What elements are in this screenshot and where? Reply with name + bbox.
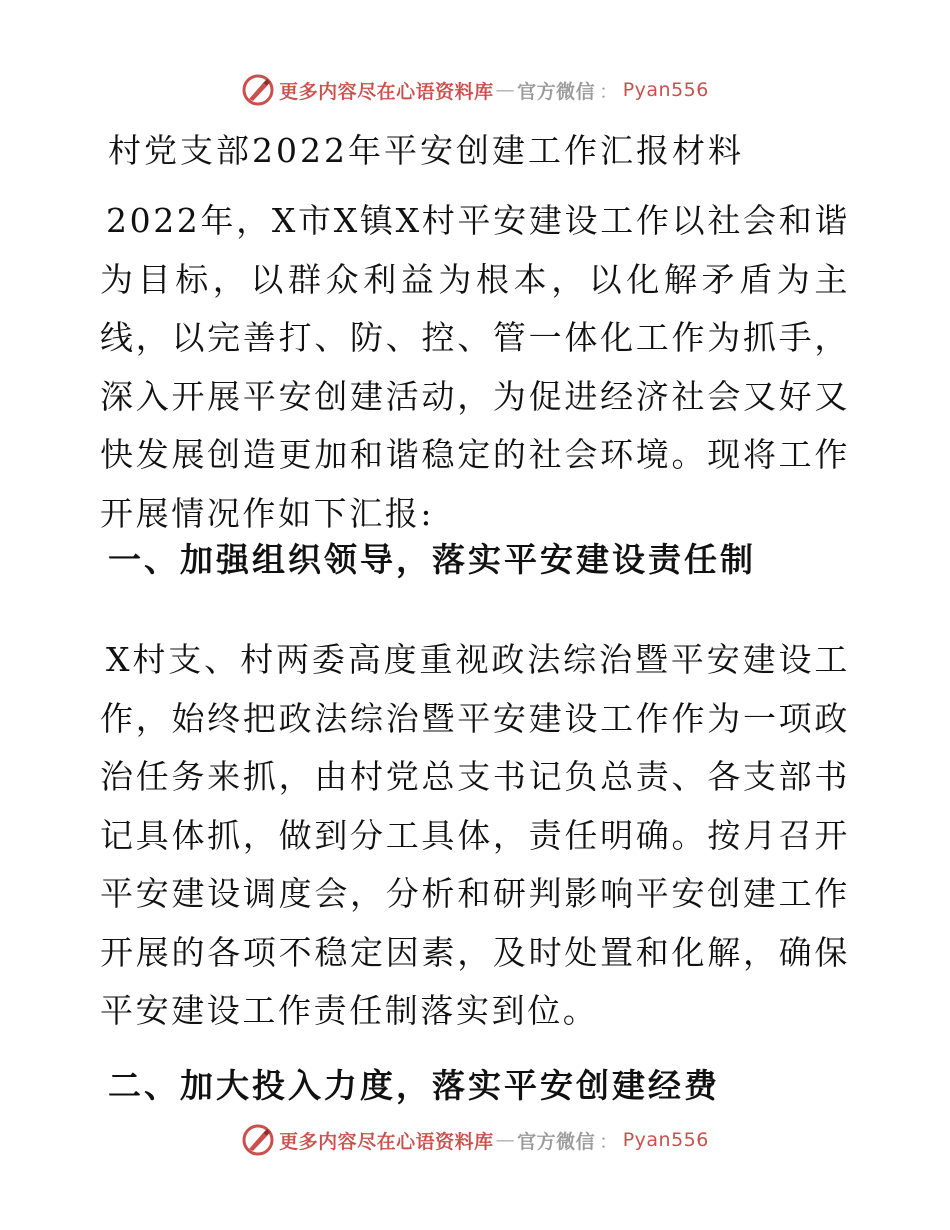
section-2-heading: 二、加大投入力度，落实平安创建经费 — [108, 1066, 720, 1105]
watermark-official-label: 官方微信 — [517, 80, 596, 103]
watermark-text: 更多内容尽在心语资料库 — [279, 1130, 494, 1153]
pen-logo-icon — [241, 73, 275, 107]
watermark-official-label: 官方微信 — [517, 1130, 596, 1153]
pen-logo-icon — [241, 1123, 275, 1157]
watermark-separator: ： — [599, 1130, 619, 1153]
section-1-heading: 一、加强组织领导，落实平安建设责任制 — [108, 540, 756, 579]
watermark-text: 更多内容尽在心语资料库 — [279, 80, 494, 103]
header-watermark — [0, 70, 950, 110]
section-1-paragraph: X村支、村两委高度重视政法综治暨平安建设工作，始终把政法综治暨平安建设工作作为一项政治任务来抓，由村党总支书记负总责、各支部书记具体抓，做到分工具体，责任明确。按月召开平安建设调度会，分析和研判影响平安创建工作开展的各项不稳定因素，及时处置和化解，确保平安建设工作责任制落实到位。 — [100, 640, 850, 1030]
watermark-dash: — — [495, 79, 516, 101]
intro-paragraph: 2022年，X市X镇X村平安建设工作以社会和谐为目标，以群众利益为根本，以化解矛盾为主线，以完善打、防、控、管一体化工作为抓手，深入开展平安创建活动，为促进经济社会又好又快发展创造更加和谐稳定的社会环境。现将工作开展情况作如下汇报: — [100, 201, 850, 533]
watermark-dash: — — [495, 1129, 516, 1151]
footer-watermark — [0, 1120, 950, 1160]
watermark-separator: ： — [599, 80, 619, 103]
document-title: 村党支部2022年平安创建工作汇报材料 — [108, 131, 744, 170]
watermark-wechat-id: Pyan556 — [622, 1129, 709, 1151]
watermark-wechat-id: Pyan556 — [622, 79, 709, 101]
